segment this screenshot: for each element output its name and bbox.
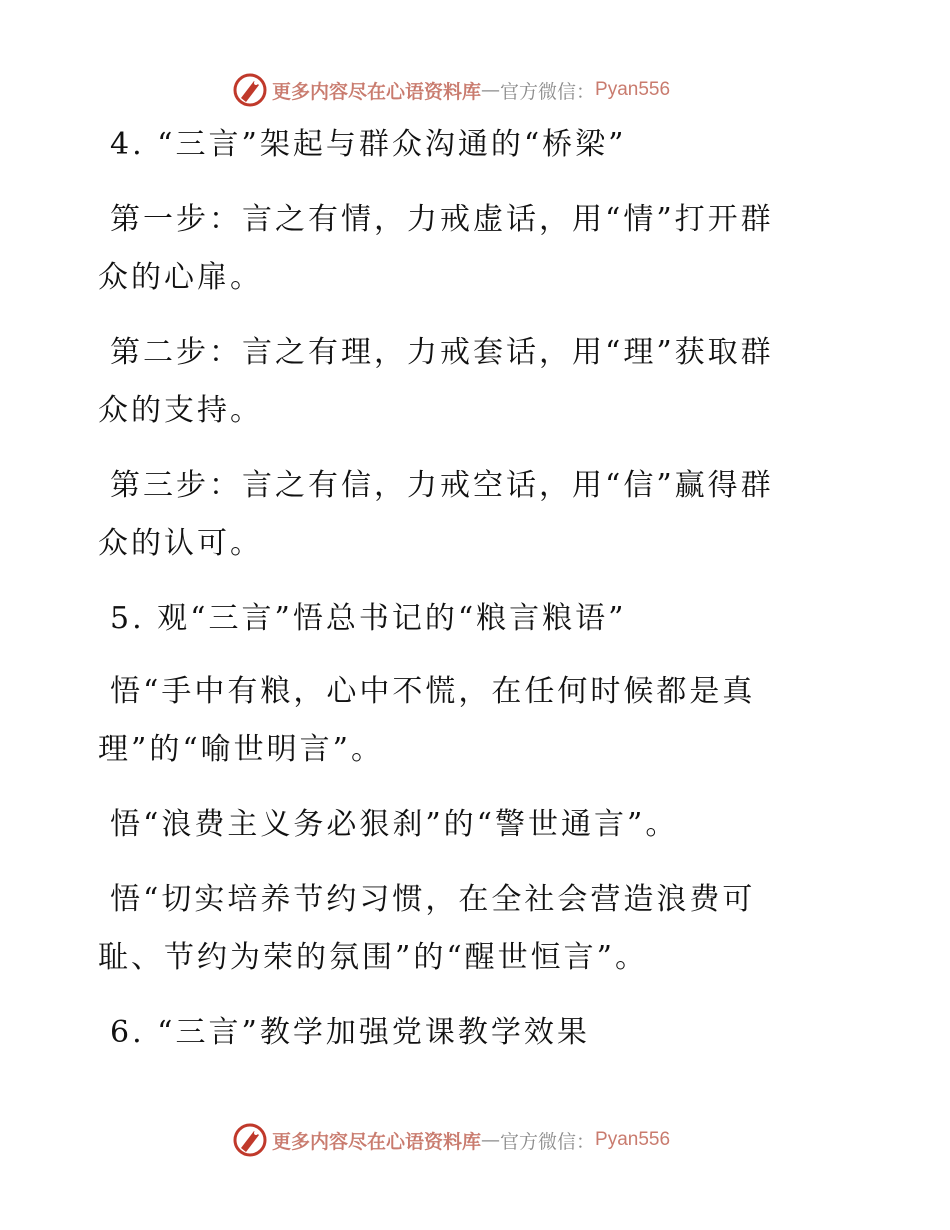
paragraph-line: 耻、节约为荣的氛围”的“醒世恒言”。 <box>98 940 649 975</box>
footer-watermark <box>232 1120 670 1160</box>
paragraph-line: 理”的“喻世明言”。 <box>98 732 385 767</box>
paragraph-line: 众的心扉。 <box>98 260 263 295</box>
watermark-wechat-id: Pyan556 <box>595 79 671 100</box>
pen-logo-icon <box>232 72 268 108</box>
paragraph-line: 悟“浪费主义务必狠刹”的“警世通言”。 <box>110 807 679 842</box>
watermark-main-text: 更多内容尽在心语资料库 <box>272 80 482 103</box>
watermark-sub-text: 官方微信： <box>500 80 596 103</box>
watermark-dash: — <box>481 1129 501 1151</box>
header-watermark <box>232 70 670 110</box>
watermark-dash: — <box>481 79 501 101</box>
paragraph-line: 众的支持。 <box>98 393 263 428</box>
paragraph-line: 第一步：言之有情，力戒虚话，用“情”打开群 <box>110 202 774 237</box>
heading-6: 6. “三言”教学加强党课教学效果 <box>110 1015 590 1050</box>
watermark-sub-text: 官方微信： <box>500 1130 596 1153</box>
pen-logo-icon <box>232 1122 268 1158</box>
heading-4: 4. “三言”架起与群众沟通的“桥梁” <box>110 127 627 162</box>
paragraph-line: 悟“手中有粮，心中不慌，在任何时候都是真 <box>110 674 756 709</box>
heading-5: 5. 观“三言”悟总书记的“粮言粮语” <box>110 601 627 636</box>
paragraph-line: 第二步：言之有理，力戒套话，用“理”获取群 <box>110 335 774 370</box>
watermark-main-text: 更多内容尽在心语资料库 <box>272 1130 482 1153</box>
paragraph-line: 悟“切实培养节约习惯，在全社会营造浪费可 <box>110 882 756 917</box>
paragraph-line: 众的认可。 <box>98 526 263 561</box>
paragraph-line: 第三步：言之有信，力戒空话，用“信”赢得群 <box>110 468 774 503</box>
watermark-wechat-id: Pyan556 <box>595 1129 671 1150</box>
